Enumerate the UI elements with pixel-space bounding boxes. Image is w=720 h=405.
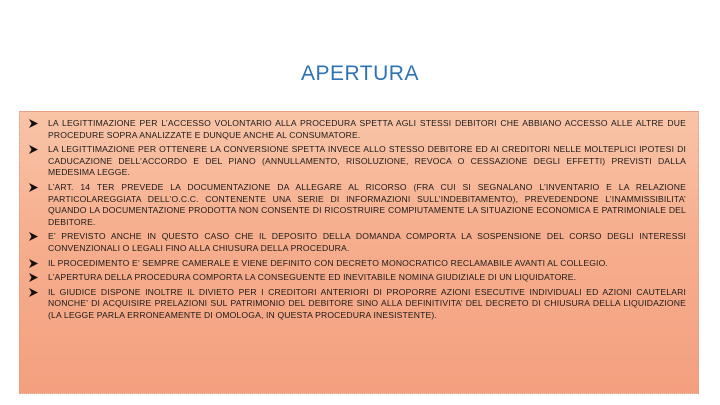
bullet-text: LA LEGITTIMAZIONE PER OTTENERE LA CONVERSIONE SPETTA INVECE ALLO STESSO DEBITORE ED AI CREDITORI NELLE MOLTEPLICI IPOTESI DI CADUCAZIONE DELL’ACCORDO E DEL PIANO (ANNULLAMENTO, RISOLUZIONE, REVOCA O CESSAZIONE DEGLI EFFETTI) PREVISTI DALLA MEDESIMA LEGGE.	[48, 144, 686, 178]
arrow-bullet-icon	[28, 258, 40, 270]
bullet-list	[20, 112, 698, 322]
arrow-bullet-icon	[28, 182, 40, 194]
bullet-text: L’APERTURA DELLA PROCEDURA COMPORTA LA CONSEGUENTE ED INEVITABILE NOMINA GIUDIZIALE DI UN LIQUIDATORE.	[48, 272, 577, 283]
arrow-bullet-icon	[28, 272, 40, 284]
list-item	[26, 182, 686, 228]
slide-title: APERTURA	[301, 62, 419, 85]
content-box	[19, 111, 699, 394]
list-item	[26, 231, 686, 254]
bullet-text: L’ART. 14 TER PREVEDE LA DOCUMENTAZIONE DA ALLEGARE AL RICORSO (FRA CUI SI SEGNALANO L’INVENTARIO E LA RELAZIONE PARTICOLAREGGIATA DELL’O.C.C. CONTENENTE UNA SERIE DI INFORMAZIONI SULL’INDEBITAMENTO), PREVEDENDONE L’INAMMISSIBILITA’ QUANDO LA DOCUMENTAZIONE PRODOTTA NON CONSENTE DI RICOSTRUIRE COMPIUTAMENTE LA SITUAZIONE ECONOMICA E PATRIMONIALE DEL DEBITORE.	[48, 181, 686, 227]
bullet-text: IL PROCEDIMENTO E’ SEMPRE CAMERALE E VIENE DEFINITO CON DECRETO MONOCRATICO RECLAMABILE AVANTI AL COLLEGIO.	[48, 257, 608, 268]
arrow-bullet-icon	[28, 118, 40, 130]
arrow-bullet-icon	[28, 287, 40, 299]
list-item	[26, 272, 686, 284]
bullet-text: IL GIUDICE DISPONE INOLTRE IL DIVIETO PER I CREDITORI ANTERIORI DI PROPORRE AZIONI ESECUTIVE INDIVIDUALI ED AZIONI CAUTELARI NONCHE’ DI ACQUISIRE PRELAZIONI SUL PATRIMONIO DEL DEBITORE SINO ALLA DEFINITIVITA’ DEL DECRETO DI CHIUSURA DELLA LIQUIDAZIONE (LA LEGGE PARLA ERRONEAMENTE DI OMOLOGA, IN QUESTA PROCEDURA INESISTENTE).	[48, 286, 686, 320]
arrow-bullet-icon	[28, 144, 40, 156]
list-item	[26, 287, 686, 322]
bullet-text: E’ PREVISTO ANCHE IN QUESTO CASO CHE IL DEPOSITO DELLA DOMANDA COMPORTA LA SOSPENSIONE DEL CORSO DEGLI INTERESSI CONVENZIONALI O LEGALI FINO ALLA CHIUSURA DELLA PROCEDURA.	[48, 231, 686, 253]
list-item	[26, 118, 686, 141]
list-item	[26, 144, 686, 179]
list-item	[26, 258, 686, 270]
bullet-text: LA LEGITTIMAZIONE PER L’ACCESSO VOLONTARIO ALLA PROCEDURA SPETTA AGLI STESSI DEBITORI CHE ABBIANO ACCESSO ALLE ALTRE DUE PROCEDURE SOPRA ANALIZZATE E DUNQUE ANCHE AL CONSUMATORE.	[48, 118, 686, 140]
arrow-bullet-icon	[28, 231, 40, 243]
